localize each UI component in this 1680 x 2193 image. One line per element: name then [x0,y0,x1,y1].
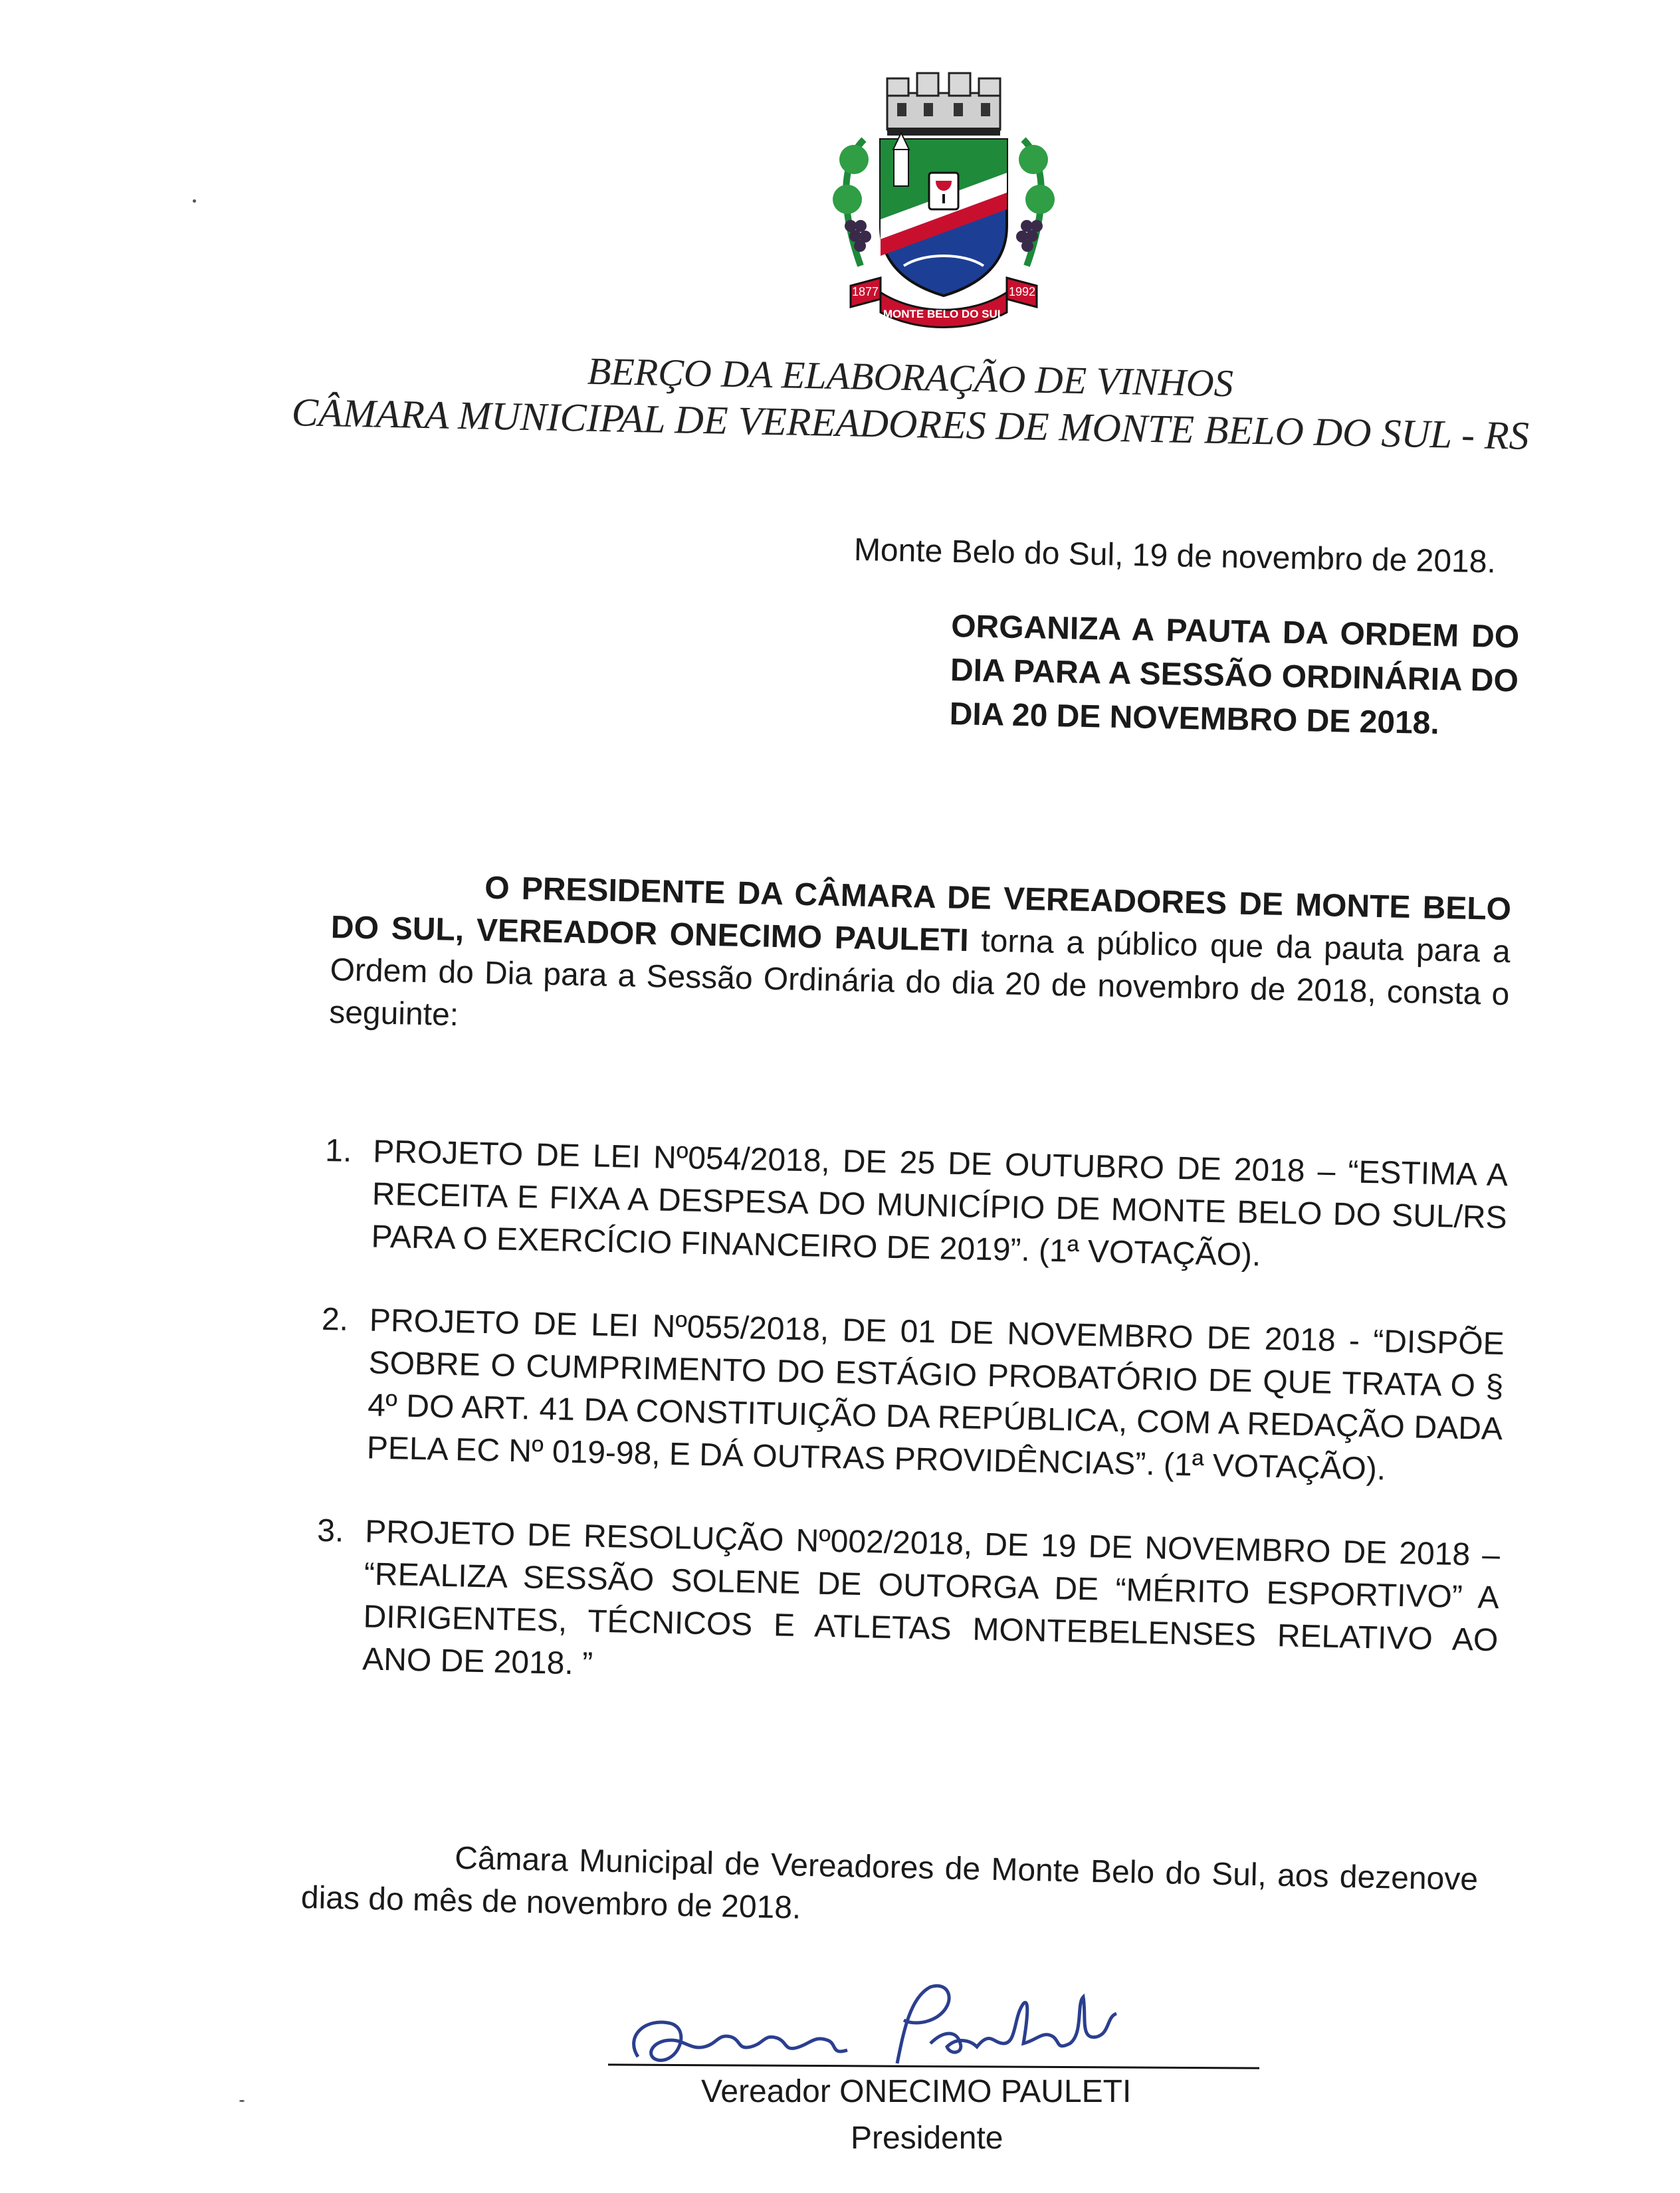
crest-year-left: 1877 [851,285,879,298]
agenda-item-number: 2. [321,1301,349,1338]
agenda-item [314,1510,1501,1705]
signer-name: Vereador ONECIMO PAULETI [701,2074,1132,2109]
agenda-item-text: PROJETO DE LEI Nº054/2018, DE 25 DE OUTUBRO DE 2018 – “ESTIMA A RECEITA E FIXA A DESPESA DO MUNICÍPIO DE MONTE BELO DO SUL/RS PARA O EXERCÍCIO FINANCEIRO DE 2019”. (1ª VOTAÇÃO). [371,1134,1509,1273]
signer-role: Presidente [851,2121,1003,2156]
agenda-list [313,1130,1508,1746]
handwritten-signature [618,1977,1170,2077]
heading-line-1: BERÇO DA ELABORAÇÃO DE VINHOS [587,349,1234,405]
mural-crown [887,73,1000,136]
heading-line-2: CÂMARA MUNICIPAL DE VEREADORES DE MONTE BELO DO SUL - RS [291,390,1530,458]
preamble-bold: O PRESIDENTE DA CÂMARA DE VEREADORES DE MONTE BELO DO SUL, VEREADOR ONECIMO PAULETI [330,870,1512,959]
preamble-paragraph [329,864,1512,1059]
agenda-item-text: PROJETO DE LEI Nº055/2018, DE 01 DE NOVEMBRO DE 2018 - “DISPÕE SOBRE O CUMPRIMENTO DO ESTÁGIO PROBATÓRIO DE QUE TRATA O § 4º DO ART. 41 DA CONSTITUIÇÃO DA REPÚBLICA, COM A REDAÇÃO DADA PELA EC Nº 019-98, E DÁ OUTRAS PROVIDÊNCIAS”. (1ª VOTAÇÃO). [366,1303,1505,1487]
scan-speck [239,2100,245,2102]
agenda-item-number: 1. [324,1132,352,1169]
agenda-item [323,1130,1509,1282]
date-line: Monte Belo do Sul, 19 de novembro de 2018. [853,532,1497,580]
agenda-item-number: 3. [316,1513,344,1549]
crest-banner-text: MONTE BELO DO SUL [883,308,1005,320]
ementa: ORGANIZA A PAUTA DA ORDEM DO DIA PARA A SESSÃO ORDINÁRIA DO DIA 20 DE NOVEMBRO DE 2018. [949,609,1520,742]
shield [881,133,1007,296]
preamble-text: torna a público que da pauta para a Ordem do Dia para a Sessão Ordinária do dia 20 de novembro de 2018, consta o seguinte: [328,923,1511,1033]
crest-year-right: 1992 [1008,285,1036,298]
closing-paragraph: Câmara Municipal de Vereadores de Monte Belo do Sul, aos dezenove dias do mês de novembro de 2018. [300,1840,1479,1926]
municipal-coat-of-arms [824,66,1063,332]
agenda-item-text: PROJETO DE RESOLUÇÃO Nº002/2018, DE 19 DE NOVEMBRO DE 2018 – “REALIZA SESSÃO SOLENE DE OUTORGA DE “MÉRITO ESPORTIVO” A DIRIGENTES, TÉCNICOS E ATLETAS MONTEBELENSES RELATIVO AO ANO DE 2018. ” [362,1514,1501,1682]
scan-speck [193,199,196,203]
agenda-item [318,1299,1505,1493]
